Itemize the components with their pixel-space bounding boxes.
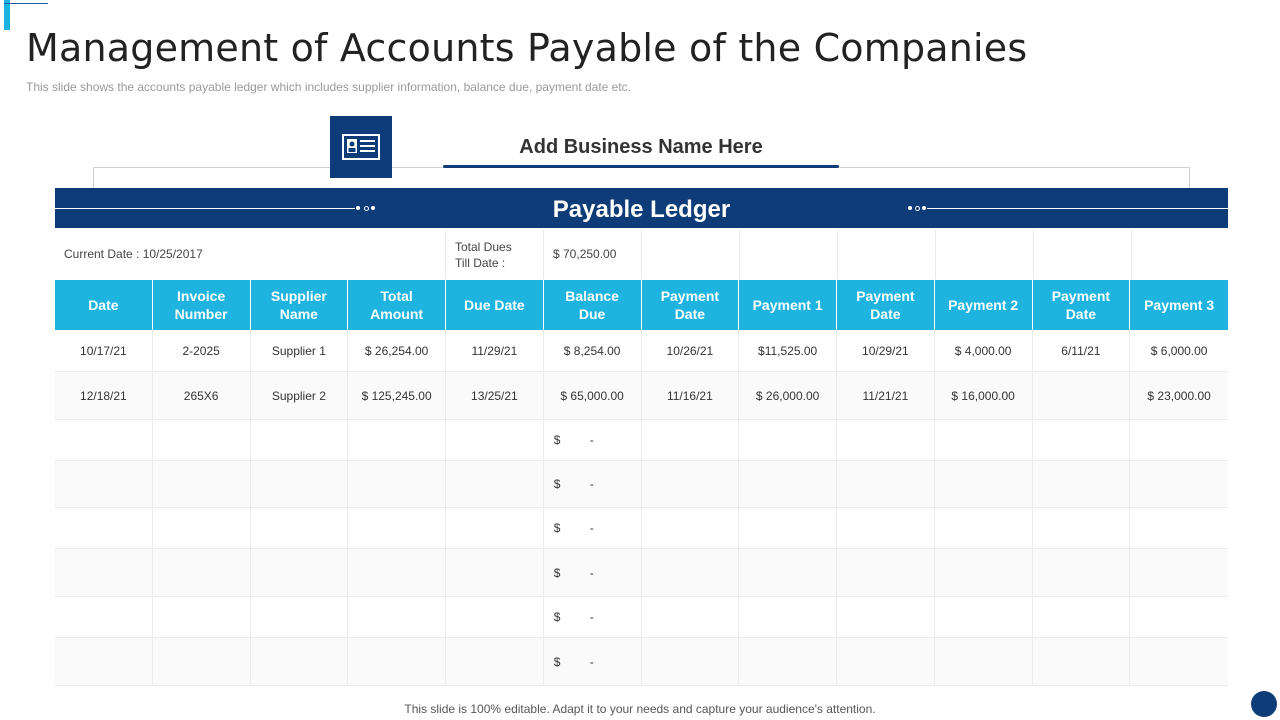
- ledger-deco-dot: [908, 206, 912, 210]
- column-header-line: Name: [279, 306, 318, 322]
- empty-table-row: [55, 420, 1228, 461]
- currency-sign: $: [553, 565, 561, 580]
- table-cell: [544, 597, 642, 637]
- column-header-line: Due Date: [464, 297, 525, 313]
- table-cell: Supplier 2: [251, 372, 349, 419]
- table-cell: [446, 461, 544, 507]
- ledger-info-row: [55, 229, 1228, 279]
- table-cell: [153, 549, 251, 596]
- table-cell: [837, 461, 935, 507]
- table-cell: 11/29/21: [446, 331, 544, 371]
- column-header: [1130, 280, 1228, 330]
- table-cell: [642, 508, 740, 548]
- empty-amount-dash: -: [589, 521, 594, 535]
- table-cell: [935, 461, 1033, 507]
- table-cell: [348, 461, 446, 507]
- total-dues-value: $ 70,250.00: [544, 229, 642, 279]
- column-header-label: [856, 287, 914, 323]
- column-header-line: Date: [674, 306, 706, 322]
- table-cell: [153, 508, 251, 548]
- ledger-title-bar: [55, 188, 1228, 228]
- table-cell: [1130, 461, 1228, 507]
- table-cell: [446, 638, 544, 685]
- table-cell: [544, 420, 642, 460]
- table-cell: [544, 549, 642, 596]
- table-cell: $ 26,000.00: [739, 372, 837, 419]
- column-header-line: Payment: [856, 288, 915, 304]
- empty-amount-dash: -: [589, 477, 594, 491]
- table-cell: [1033, 597, 1131, 637]
- column-header-label: [464, 296, 525, 314]
- table-cell: 10/26/21: [642, 331, 740, 371]
- info-empty-cell: [740, 229, 838, 279]
- currency-sign: $: [553, 521, 561, 535]
- table-cell: 2-2025: [153, 331, 251, 371]
- table-cell: [251, 549, 349, 596]
- column-header-label: [175, 287, 228, 323]
- table-cell: [1130, 597, 1228, 637]
- column-header-line: Payment: [1051, 288, 1111, 304]
- table-cell: [153, 638, 251, 685]
- corner-accent-line: [4, 3, 48, 4]
- table-cell: [153, 597, 251, 637]
- column-header: [1033, 280, 1131, 330]
- table-cell: [1130, 508, 1228, 548]
- column-header-label: [1052, 287, 1110, 323]
- table-cell: $11,525.00: [739, 331, 837, 371]
- table-cell: [446, 508, 544, 548]
- table-cell: [642, 638, 740, 685]
- table-cell: [348, 549, 446, 596]
- table-cell: [739, 549, 837, 596]
- table-cell: 10/17/21: [55, 331, 153, 371]
- empty-table-row: [55, 638, 1228, 686]
- empty-table-row: [55, 549, 1228, 597]
- table-cell: $ 23,000.00: [1147, 388, 1211, 403]
- column-header-line: Invoice: [177, 288, 226, 304]
- currency-sign: $: [553, 433, 561, 447]
- ledger-header-row: [55, 280, 1228, 330]
- column-header-line: Payment: [660, 288, 720, 304]
- table-cell: [348, 420, 446, 460]
- empty-table-row: [55, 597, 1228, 638]
- column-header-line: Due: [578, 306, 606, 322]
- column-header-label: [948, 296, 1018, 314]
- table-cell: [642, 420, 740, 460]
- table-cell: [55, 461, 153, 507]
- info-empty-cell: [838, 229, 936, 279]
- column-header-line: Payment 2: [948, 297, 1019, 313]
- table-cell: $ 26,254.00: [348, 331, 446, 371]
- table-cell: 265X6: [153, 372, 251, 419]
- table-cell: 6/11/21: [1033, 331, 1131, 371]
- table-cell: 12/18/21: [55, 372, 153, 419]
- table-cell: [1130, 420, 1228, 460]
- table-cell: [348, 597, 446, 637]
- total-dues-label-line2: Till Date :: [455, 256, 506, 270]
- column-header: [642, 280, 740, 330]
- table-cell: [55, 420, 153, 460]
- info-empty-cell: [642, 229, 740, 279]
- column-header: [348, 280, 446, 330]
- business-name-underline: [443, 165, 839, 168]
- table-cell: [1130, 638, 1228, 685]
- column-header-line: Date: [1065, 306, 1097, 322]
- currency-sign: $: [553, 610, 561, 624]
- table-cell: 11/21/21: [837, 372, 935, 419]
- table-cell: [544, 461, 642, 507]
- ledger-deco-line-right: [927, 208, 1228, 209]
- id-card-icon: [330, 116, 392, 178]
- table-cell: [837, 638, 935, 685]
- current-date: Current Date : 10/25/2017: [55, 229, 446, 279]
- column-header-line: Supplier: [270, 288, 327, 304]
- table-cell: [739, 638, 837, 685]
- table-row: [55, 372, 1228, 420]
- table-cell: [544, 508, 642, 548]
- column-header-line: Payment 3: [1144, 297, 1215, 313]
- column-header-label: [753, 296, 823, 314]
- business-frame: [93, 167, 1190, 189]
- table-cell: $ 4,000.00: [935, 331, 1033, 371]
- table-cell: [1033, 461, 1131, 507]
- column-header-label: [565, 287, 619, 323]
- column-header-label: [88, 296, 118, 314]
- table-cell: [251, 508, 349, 548]
- table-cell: [1033, 508, 1131, 548]
- table-cell: [153, 461, 251, 507]
- info-empty-cell: [1132, 229, 1228, 279]
- column-header-line: Amount: [370, 306, 424, 322]
- table-cell: [837, 549, 935, 596]
- total-dues-label: [446, 229, 544, 279]
- table-cell: $ 16,000.00: [935, 372, 1033, 419]
- table-cell: [739, 508, 837, 548]
- info-empty-cell: [1034, 229, 1132, 279]
- empty-table-row: [55, 508, 1228, 549]
- table-cell: [55, 638, 153, 685]
- slide-nav-button[interactable]: [1251, 691, 1277, 717]
- table-cell: [1033, 372, 1131, 419]
- table-cell: [348, 638, 446, 685]
- table-cell: [1033, 549, 1131, 596]
- column-header: [251, 280, 349, 330]
- column-header-line: Balance: [565, 288, 619, 304]
- table-cell: [348, 508, 446, 548]
- table-cell: [935, 420, 1033, 460]
- column-header-line: Payment 1: [752, 297, 823, 313]
- table-cell: [739, 420, 837, 460]
- table-cell: [251, 597, 349, 637]
- column-header: [739, 280, 837, 330]
- table-cell: [544, 638, 642, 685]
- table-cell: $ 8,254.00: [544, 331, 642, 371]
- table-cell: $ 125,245.00: [348, 372, 446, 419]
- table-cell: [739, 597, 837, 637]
- empty-amount-dash: -: [589, 610, 594, 624]
- table-cell: $ 6,000.00: [1150, 344, 1208, 358]
- column-header-line: Total: [380, 288, 413, 304]
- table-cell: Supplier 1: [251, 331, 349, 371]
- page-title: Management of Accounts Payable of the Companies: [26, 26, 1028, 70]
- currency-sign: $: [553, 654, 561, 669]
- empty-amount-dash: -: [589, 433, 594, 447]
- table-cell: [837, 508, 935, 548]
- table-cell: [739, 461, 837, 507]
- empty-table-row: [55, 461, 1228, 508]
- corner-accent: [4, 0, 10, 30]
- table-cell: [446, 420, 544, 460]
- footer-note: This slide is 100% editable. Adapt it to your needs and capture your audience's attention.: [404, 702, 876, 716]
- table-cell: [837, 597, 935, 637]
- table-cell: [642, 549, 740, 596]
- ledger-deco-dot: [922, 206, 926, 210]
- column-header: [153, 280, 251, 330]
- table-cell: [446, 597, 544, 637]
- column-header-line: Date: [870, 306, 901, 322]
- table-cell: [251, 461, 349, 507]
- column-header: [837, 280, 935, 330]
- currency-sign: $: [553, 477, 561, 491]
- table-cell: 10/29/21: [837, 331, 935, 371]
- table-cell: [153, 420, 251, 460]
- table-cell: [935, 508, 1033, 548]
- info-empty-cell: [936, 229, 1034, 279]
- table-cell: [55, 597, 153, 637]
- table-cell: [1033, 638, 1131, 685]
- table-cell: $ 65,000.00: [544, 372, 642, 419]
- column-header-label: [661, 287, 719, 323]
- table-cell: [1130, 549, 1228, 596]
- column-header: [544, 280, 642, 330]
- empty-amount-dash: -: [589, 565, 594, 580]
- ledger-deco-dot: [915, 206, 920, 211]
- table-cell: 13/25/21: [446, 372, 544, 419]
- table-cell: [1033, 420, 1131, 460]
- table-cell: [251, 638, 349, 685]
- total-dues-label-line1: Total Dues: [455, 240, 512, 254]
- column-header-label: [271, 287, 327, 323]
- column-header-line: Date: [88, 297, 119, 313]
- column-header: [446, 280, 544, 330]
- table-cell: [55, 549, 153, 596]
- column-header-label: [1144, 296, 1214, 314]
- page-subtitle: This slide shows the accounts payable ledger which includes supplier information, balance due, payment date etc.: [26, 80, 632, 94]
- table-cell: [642, 597, 740, 637]
- table-cell: [935, 597, 1033, 637]
- table-cell: [935, 638, 1033, 685]
- table-cell: [935, 549, 1033, 596]
- table-cell: [642, 461, 740, 507]
- column-header-line: Number: [174, 306, 228, 322]
- business-name[interactable]: Add Business Name Here: [519, 136, 763, 158]
- table-cell: [446, 549, 544, 596]
- table-row: [55, 331, 1228, 372]
- table-cell: [251, 420, 349, 460]
- column-header: [935, 280, 1033, 330]
- column-header: [55, 280, 153, 330]
- ledger-title: Payable Ledger: [552, 196, 731, 223]
- column-header-label: [370, 287, 423, 323]
- table-cell: [55, 508, 153, 548]
- table-cell: [837, 420, 935, 460]
- empty-amount-dash: -: [589, 654, 594, 669]
- table-cell: 11/16/21: [642, 372, 740, 419]
